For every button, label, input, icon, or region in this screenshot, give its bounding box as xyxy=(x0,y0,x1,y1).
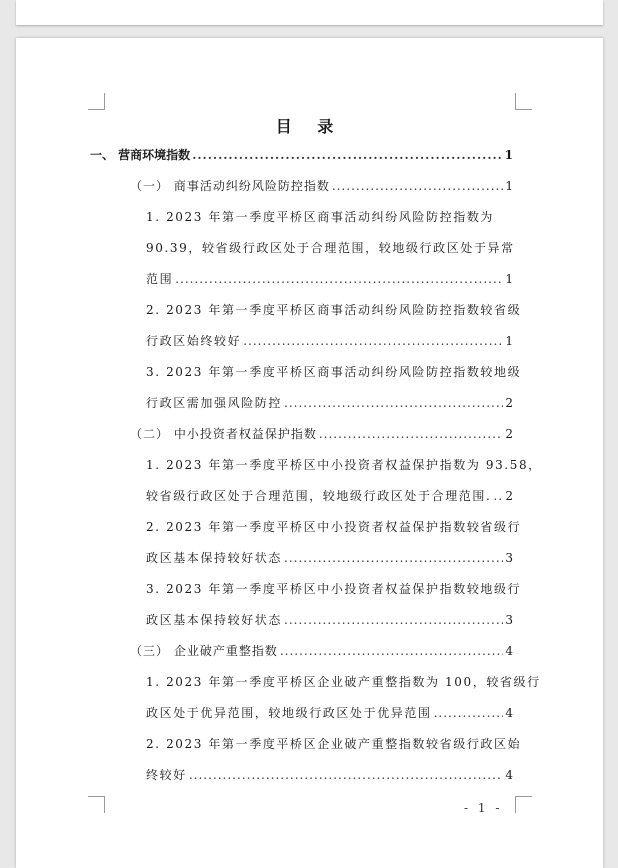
toc-page-number: 1 xyxy=(505,334,513,348)
toc-leader-dots xyxy=(319,425,504,443)
toc-page-number: 3 xyxy=(505,551,513,565)
crop-mark-top-right xyxy=(515,93,532,110)
toc-entry-1[interactable] xyxy=(90,146,513,164)
toc-entry-1-3-1-line2[interactable] xyxy=(146,704,513,722)
toc-entry-1-3-2-line2[interactable] xyxy=(146,766,513,784)
toc-entry-text: 行政区需加强风险防控 xyxy=(146,396,283,410)
document-page xyxy=(16,38,603,868)
toc-entry-1-3-1-line1[interactable]: 1. 2023 年第一季度平桥区企业破产重整指数为 100，较省级行 xyxy=(146,675,541,689)
toc-entry-1-2-3-line2[interactable] xyxy=(146,611,513,629)
toc-leader-dots xyxy=(280,642,504,660)
toc-entry-1-1[interactable] xyxy=(130,177,513,195)
toc-entry-text: 行政区始终较好 xyxy=(146,334,242,348)
toc-entry-text: （一） 商事活动纠纷风险防控指数 xyxy=(130,179,330,193)
toc-entry-text: 政区基本保持较好状态 xyxy=(146,613,283,627)
toc-entry-text: （二） 中小投资者权益保护指数 xyxy=(130,427,317,441)
toc-leader-dots xyxy=(284,611,503,629)
toc-entry-1-2-1-line1[interactable]: 1. 2023 年第一季度平桥区中小投资者权益保护指数为 93.58， xyxy=(146,458,542,472)
toc-page-number: 4 xyxy=(505,644,513,658)
toc-entry-1-2-2-line1[interactable]: 2. 2023 年第一季度平桥区中小投资者权益保护指数较省级行 xyxy=(146,520,522,534)
toc-leader-dots xyxy=(284,394,503,412)
crop-mark-top-left xyxy=(88,93,105,110)
toc-entry-1-3-2-line1[interactable]: 2. 2023 年第一季度平桥区企业破产重整指数较省级行政区始 xyxy=(146,737,522,751)
toc-leader-dots xyxy=(493,487,503,505)
toc-entry-1-1-2-line1[interactable]: 2. 2023 年第一季度平桥区商事活动纠纷风险防控指数较省级 xyxy=(146,303,522,317)
page-footer-number: - 1 - xyxy=(464,801,503,815)
toc-entry-text: 政区基本保持较好状态 xyxy=(146,551,283,565)
toc-entry-1-2-1-line2[interactable] xyxy=(146,487,513,505)
toc-leader-dots xyxy=(284,549,503,567)
toc-entry-text: （三） 企业破产重整指数 xyxy=(130,644,278,658)
toc-leader-dots xyxy=(175,270,503,288)
toc-page-number: 4 xyxy=(505,768,513,782)
toc-page-number: 2 xyxy=(505,427,513,441)
toc-entry-text: 一、 营商环境指数 xyxy=(90,148,191,162)
toc-page-number: 1 xyxy=(505,179,513,193)
previous-page-edge xyxy=(16,0,603,25)
toc-entry-1-1-3-line2[interactable] xyxy=(146,394,513,412)
toc-leader-dots xyxy=(189,766,504,784)
toc-entry-1-2-3-line1[interactable]: 3. 2023 年第一季度平桥区中小投资者权益保护指数较地级行 xyxy=(146,582,522,596)
toc-entry-1-1-3-line1[interactable]: 3. 2023 年第一季度平桥区商事活动纠纷风险防控指数较地级 xyxy=(146,365,522,379)
toc-leader-dots xyxy=(192,146,502,164)
toc-page-number: 3 xyxy=(505,613,513,627)
crop-mark-bottom-right xyxy=(515,796,532,813)
toc-page-number: 2 xyxy=(505,396,513,410)
toc-entry-1-1-1-line1[interactable]: 1. 2023 年第一季度平桥区商事活动纠纷风险防控指数为 xyxy=(146,210,495,224)
toc-entry-1-1-2-line2[interactable] xyxy=(146,332,513,350)
toc-entry-1-3[interactable] xyxy=(130,642,513,660)
toc-entry-1-1-1-line2[interactable]: 90.39，较省级行政区处于合理范围，较地级行政区处于异常 xyxy=(146,241,515,255)
toc-page-number: 2 xyxy=(505,489,513,503)
toc-entry-text: 终较好 xyxy=(146,768,187,782)
toc-page-number: 1 xyxy=(505,272,513,286)
toc-entry-text: 政区处于优异范围，较地级行政区处于优异范围 xyxy=(146,706,432,720)
crop-mark-bottom-left xyxy=(88,796,105,813)
toc-entry-1-2-2-line2[interactable] xyxy=(146,549,513,567)
toc-entry-1-1-1-line3[interactable] xyxy=(146,270,513,288)
toc-title: 目 录 xyxy=(275,117,344,136)
toc-leader-dots xyxy=(243,332,503,350)
toc-page-number: 1 xyxy=(504,148,513,162)
toc-leader-dots xyxy=(434,704,504,722)
toc-entry-text: 较省级行政区处于合理范围，较地级行政区处于合理范围. xyxy=(146,489,492,503)
toc-entry-text: 范围 xyxy=(146,272,174,286)
toc-entry-1-2[interactable] xyxy=(130,425,513,443)
toc-leader-dots xyxy=(332,177,504,195)
toc-page-number: 4 xyxy=(505,706,513,720)
